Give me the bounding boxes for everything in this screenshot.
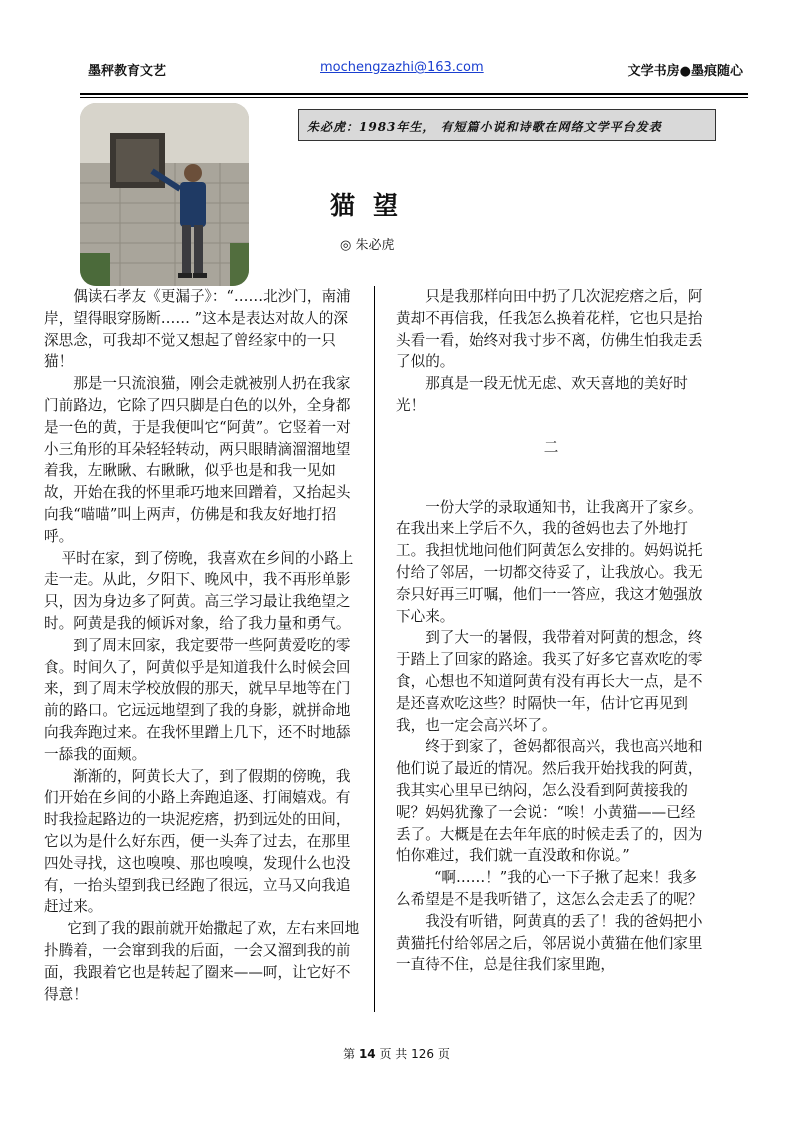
footer-suffix: 页 [437,1047,450,1061]
author-photo [80,103,249,286]
right-column [396,286,706,976]
author-bio-box [298,109,716,141]
author-photo-image [80,103,249,286]
page-footer [0,1045,793,1062]
paragraph: 到了大一的暑假，我带着对阿黄的想念，终于踏上了回家的路途。我买了好多它喜欢吃的零食，心想也不知道阿黄有没有再长大一点，是不是还喜欢吃这些？时隔快一年，估计它再见到我，也一定会高兴坏了。 [396,629,703,734]
column-divider [374,286,375,1012]
author-bio: 朱必虎：1983年生， 有短篇小说和诗歌在网络文学平台发表 [307,120,662,134]
footer-prefix: 第 [343,1047,356,1061]
article-author: ◎ 朱必虎 [340,238,395,253]
header-rule-thick [80,93,748,95]
paragraph: 那真是一段无忧无虑、欢天喜地的美好时光！ [396,375,688,414]
paragraph: 终于到家了，爸妈都很高兴，我也高兴地和他们说了最近的情况。然后我开始找我的阿黄，我其实心里早已纳闷，怎么没看到阿黄接我的呢？妈妈犹豫了一会说：“唉！小黄猫——已经丢了。大概是在去年年底的时候走丢了的，因为怕你难过，我们就一直没敢和你说。” [396,738,703,865]
paragraph: “啊……！”我的心一下子揪了起来！我多么希望是不是我听错了，这怎么会走丢了的呢？ [396,869,703,908]
left-column [44,286,362,1005]
paragraph: 那是一只流浪猫，刚会走就被别人扔在我家门前路边，它除了四只脚是白色的以外，全身都是一色的黄，于是我便叫它“阿黄”。它竖着一对小三角形的耳朵轻轻转动，两只眼睛滴溜溜地望着我，左瞅瞅、右瞅瞅，似乎也是和我一见如故，开始在我的怀里乖巧地来回蹭着，又抬起头向我“喵喵”叫上两声，仿佛是和我友好地打招呼。 [44,375,351,545]
paragraph: 它到了我的跟前就开始撒起了欢，左右来回地扑腾着，一会窜到我的后面，一会又溜到我的前面，我跟着它也是转起了圈来——呵，让它好不得意！ [44,920,360,1003]
paragraph: 到了周末回家，我定要带一些阿黄爱吃的零食。时间久了，阿黄似乎是知道我什么时候会回来，到了周末学校放假的那天，就早早地等在门前的路口。它远远地望到了我的身影，就拼命地向我奔跑过来。在我怀里蹭上几下，还不时地舔一舔我的面颊。 [44,636,351,763]
paragraph: 只是我那样向田中扔了几次泥疙瘩之后，阿黄却不再信我，任我怎么换着花样，它也只是抬头看一看，始终对我寸步不离，仿佛生怕我走丢了似的。 [396,288,703,371]
article-title: 猫望 [330,191,417,220]
paragraph: 我没有听错，阿黄真的丢了！我的爸妈把小黄猫托付给邻居之后，邻居说小黄猫在他们家里一直待不住，总是往我们家里跑， [396,912,703,974]
footer-total-pages: 126 [411,1047,435,1061]
header-email-link[interactable]: mochengzazhi@163.com [320,60,484,75]
paragraph: 渐渐的，阿黄长大了，到了假期的傍晚，我们开始在乡间的小路上奔跑追逐、打闹嬉戏。有时我捡起路边的一块泥疙瘩，扔到远处的田间，它以为是什么好东西，便一头奔了过去，在那里四处寻找，这也嗅嗅、那也嗅嗅，发现什么也没有，一抬头望到我已经跑了很远，立马又向我追赶过来。 [44,767,351,916]
paragraph: 平时在家，到了傍晚，我喜欢在乡间的小路上走一走。从此，夕阳下、晚风中，我不再形单影只，因为身边多了阿黄。高三学习最让我绝望之时。阿黄是我的倾诉对象，给了我力量和勇气。 [44,549,354,632]
section-number: 二 [543,438,559,456]
page-header [88,58,743,80]
header-section: 文学书房●墨痕随心 [627,64,743,79]
footer-mid: 页 共 [379,1047,408,1061]
footer-page-number: 14 [358,1047,376,1061]
header-publication: 墨秤教育文艺 [88,64,167,79]
paragraph: 偶读石孝友《更漏子》：“……北沙门，南浦岸，望得眼穿肠断…… ”这本是表达对故人的深深思念，可我却不觉又想起了曾经家中的一只猫！ [44,288,351,371]
header-rule-thin [80,97,748,98]
paragraph: 一份大学的录取通知书，让我离开了家乡。在我出来上学后不久，我的爸妈也去了外地打工。我担忧地问他们阿黄怎么安排的。妈妈说托付给了邻居，一切都交待妥了，让我放心。我无奈只好再三叮嘱，他们一一答应，我这才勉强放下心来。 [396,498,703,625]
